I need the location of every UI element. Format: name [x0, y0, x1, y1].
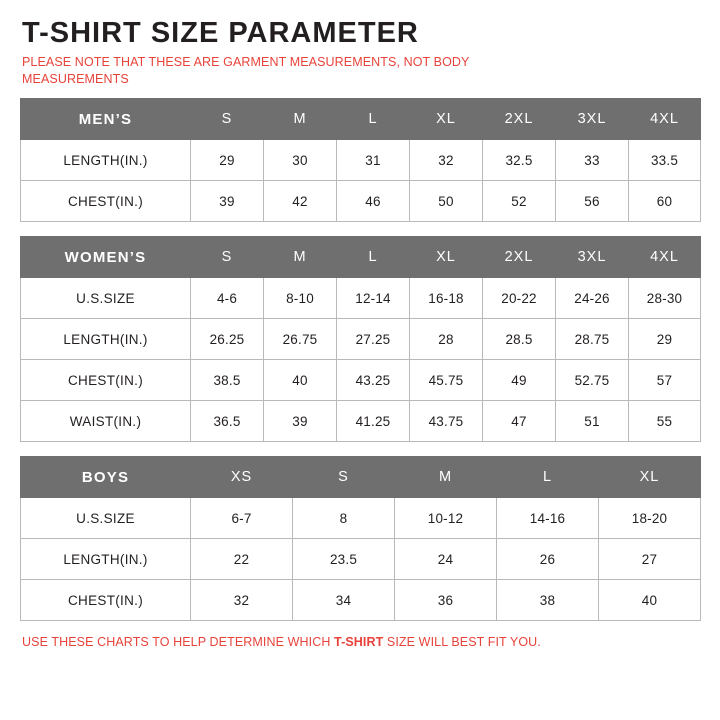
- table-row: [21, 580, 701, 621]
- table-row: [21, 401, 701, 442]
- cell-value: 38.5: [191, 360, 264, 401]
- boys-size-table: [20, 456, 701, 621]
- header-cell-size: XL: [410, 99, 483, 140]
- cell-value: 10-12: [395, 498, 497, 539]
- cell-value: 8: [293, 498, 395, 539]
- header-cell-size: S: [191, 237, 264, 278]
- cell-value: 39: [191, 181, 264, 222]
- table-row: [21, 181, 701, 222]
- header-cell-size: S: [191, 99, 264, 140]
- cell-value: 34: [293, 580, 395, 621]
- cell-value: 29: [629, 319, 701, 360]
- cell-value: 56: [556, 181, 629, 222]
- cell-value: 46: [337, 181, 410, 222]
- header-cell-size: M: [395, 457, 497, 498]
- cell-value: 43.25: [337, 360, 410, 401]
- footer-note-before: USE THESE CHARTS TO HELP DETERMINE WHICH: [22, 635, 335, 650]
- table-row: [21, 360, 701, 401]
- cell-value: 41.25: [337, 401, 410, 442]
- cell-value: 30: [264, 140, 337, 181]
- cell-value: 24: [395, 539, 497, 580]
- header-cell-size: 2XL: [483, 237, 556, 278]
- cell-value: 8-10: [264, 278, 337, 319]
- header-cell-size: M: [264, 237, 337, 278]
- cell-value: 57: [629, 360, 701, 401]
- page-title: T-SHIRT SIZE PARAMETER: [22, 17, 419, 49]
- header-cell-size: S: [293, 457, 395, 498]
- footer-note-after: SIZE WILL BEST FIT YOU.: [383, 635, 541, 650]
- cell-value: 26.75: [264, 319, 337, 360]
- header-cell-category: BOYS: [21, 457, 191, 498]
- cell-value: 42: [264, 181, 337, 222]
- header-cell-size: L: [337, 237, 410, 278]
- womens-size-table: [20, 236, 701, 442]
- cell-value: 32: [191, 580, 293, 621]
- cell-value: 18-20: [599, 498, 701, 539]
- cell-value: 31: [337, 140, 410, 181]
- cell-value: 26.25: [191, 319, 264, 360]
- cell-value: 50: [410, 181, 483, 222]
- cell-value: 52: [483, 181, 556, 222]
- header-cell-size: M: [264, 99, 337, 140]
- table-row: [21, 539, 701, 580]
- mens-size-table: [20, 98, 701, 222]
- cell-value: 29: [191, 140, 264, 181]
- row-label: U.S.SIZE: [21, 498, 191, 539]
- header-cell-size: XL: [599, 457, 701, 498]
- table-header-row: [21, 457, 701, 498]
- table-row: [21, 278, 701, 319]
- cell-value: 23.5: [293, 539, 395, 580]
- cell-value: 14-16: [497, 498, 599, 539]
- row-label: U.S.SIZE: [21, 278, 191, 319]
- cell-value: 27.25: [337, 319, 410, 360]
- header-cell-size: XL: [410, 237, 483, 278]
- cell-value: 47: [483, 401, 556, 442]
- cell-value: 36: [395, 580, 497, 621]
- cell-value: 24-26: [556, 278, 629, 319]
- table-row: [21, 498, 701, 539]
- header-cell-size: 2XL: [483, 99, 556, 140]
- header-cell-size: 3XL: [556, 99, 629, 140]
- table-row: [21, 319, 701, 360]
- cell-value: 27: [599, 539, 701, 580]
- header-cell-size: 3XL: [556, 237, 629, 278]
- cell-value: 40: [264, 360, 337, 401]
- cell-value: 33.5: [629, 140, 701, 181]
- cell-value: 40: [599, 580, 701, 621]
- cell-value: 4-6: [191, 278, 264, 319]
- cell-value: 52.75: [556, 360, 629, 401]
- cell-value: 20-22: [483, 278, 556, 319]
- row-label: LENGTH(IN.): [21, 140, 191, 181]
- header-cell-size: L: [497, 457, 599, 498]
- row-label: LENGTH(IN.): [21, 319, 191, 360]
- footer-note: [22, 635, 700, 649]
- header-cell-category: WOMEN’S: [21, 237, 191, 278]
- cell-value: 12-14: [337, 278, 410, 319]
- cell-value: 39: [264, 401, 337, 442]
- cell-value: 49: [483, 360, 556, 401]
- row-label: CHEST(IN.): [21, 580, 191, 621]
- cell-value: 33: [556, 140, 629, 181]
- cell-value: 28: [410, 319, 483, 360]
- header-cell-size: XS: [191, 457, 293, 498]
- row-label: LENGTH(IN.): [21, 539, 191, 580]
- cell-value: 26: [497, 539, 599, 580]
- cell-value: 45.75: [410, 360, 483, 401]
- row-label: CHEST(IN.): [21, 360, 191, 401]
- cell-value: 38: [497, 580, 599, 621]
- table-header-row: [21, 99, 701, 140]
- cell-value: 28.5: [483, 319, 556, 360]
- cell-value: 36.5: [191, 401, 264, 442]
- cell-value: 51: [556, 401, 629, 442]
- cell-value: 6-7: [191, 498, 293, 539]
- header-cell-size: 4XL: [629, 237, 701, 278]
- cell-value: 32.5: [483, 140, 556, 181]
- table-header-row: [21, 237, 701, 278]
- cell-value: 22: [191, 539, 293, 580]
- row-label: WAIST(IN.): [21, 401, 191, 442]
- header-cell-category: MEN’S: [21, 99, 191, 140]
- table-row: [21, 140, 701, 181]
- header-cell-size: 4XL: [629, 99, 701, 140]
- footer-note-bold: T-SHIRT: [334, 635, 384, 650]
- cell-value: 43.75: [410, 401, 483, 442]
- cell-value: 16-18: [410, 278, 483, 319]
- cell-value: 60: [629, 181, 701, 222]
- measurement-note: PLEASE NOTE THAT THESE ARE GARMENT MEASUREMENTS, NOT BODY MEASUREMENTS: [22, 55, 470, 87]
- row-label: CHEST(IN.): [21, 181, 191, 222]
- header-cell-size: L: [337, 99, 410, 140]
- cell-value: 28.75: [556, 319, 629, 360]
- cell-value: 55: [629, 401, 701, 442]
- cell-value: 28-30: [629, 278, 701, 319]
- cell-value: 32: [410, 140, 483, 181]
